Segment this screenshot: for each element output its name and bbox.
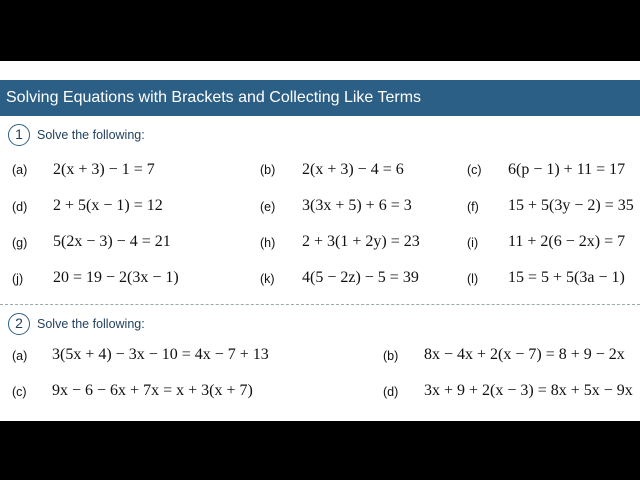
equation: 2(x + 3) − 1 = 7 bbox=[53, 161, 155, 178]
item-label: (b) bbox=[383, 349, 399, 363]
item-label: (d) bbox=[12, 200, 28, 214]
equation: 11 + 2(6 − 2x) = 7 bbox=[508, 233, 626, 250]
item-label: (a) bbox=[12, 349, 28, 363]
section-divider bbox=[0, 304, 640, 305]
item-label: (f) bbox=[467, 200, 479, 214]
page-title: Solving Equations with Brackets and Collecting Like Terms bbox=[6, 89, 422, 106]
equation: 2 + 5(x − 1) = 12 bbox=[53, 197, 163, 214]
item-label: (a) bbox=[12, 163, 28, 177]
item-label: (c) bbox=[12, 385, 27, 399]
title-bar bbox=[0, 80, 640, 116]
question-number-badge: 1 bbox=[8, 124, 30, 146]
equation: 8x − 4x + 2(x − 7) = 8 + 9 − 2x bbox=[424, 346, 625, 363]
equation: 3(5x + 4) − 3x − 10 = 4x − 7 + 13 bbox=[52, 346, 269, 363]
item-label: (k) bbox=[260, 272, 275, 286]
equation: 15 + 5(3y − 2) = 35 bbox=[508, 197, 634, 214]
equation: 3(3x + 5) + 6 = 3 bbox=[302, 197, 412, 214]
equation: 5(2x − 3) − 4 = 21 bbox=[53, 233, 171, 250]
equation: 4(5 − 2z) − 5 = 39 bbox=[302, 269, 419, 286]
equation: 9x − 6 − 6x + 7x = x + 3(x + 7) bbox=[52, 382, 253, 399]
equation: 2 + 3(1 + 2y) = 23 bbox=[302, 233, 420, 250]
equation: 6(p − 1) + 11 = 17 bbox=[508, 161, 626, 178]
question-instruction: Solve the following: bbox=[37, 128, 145, 142]
item-label: (j) bbox=[12, 272, 24, 286]
item-label: (d) bbox=[383, 385, 399, 399]
top-margin bbox=[0, 61, 640, 79]
equation: 2(x + 3) − 4 = 6 bbox=[302, 161, 404, 178]
item-label: (l) bbox=[467, 272, 479, 286]
item-label: (g) bbox=[12, 236, 28, 250]
equation: 20 = 19 − 2(3x − 1) bbox=[53, 269, 179, 286]
item-label: (b) bbox=[260, 163, 276, 177]
item-label: (i) bbox=[467, 236, 479, 250]
equation: 15 = 5 + 5(3a − 1) bbox=[508, 269, 625, 286]
question-number-badge: 2 bbox=[8, 313, 30, 335]
equation: 3x + 9 + 2(x − 3) = 8x + 5x − 9x bbox=[424, 382, 633, 399]
question-instruction: Solve the following: bbox=[37, 317, 145, 331]
item-label: (c) bbox=[467, 163, 482, 177]
item-label: (e) bbox=[260, 200, 276, 214]
item-label: (h) bbox=[260, 236, 276, 250]
worksheet-page bbox=[0, 61, 640, 421]
